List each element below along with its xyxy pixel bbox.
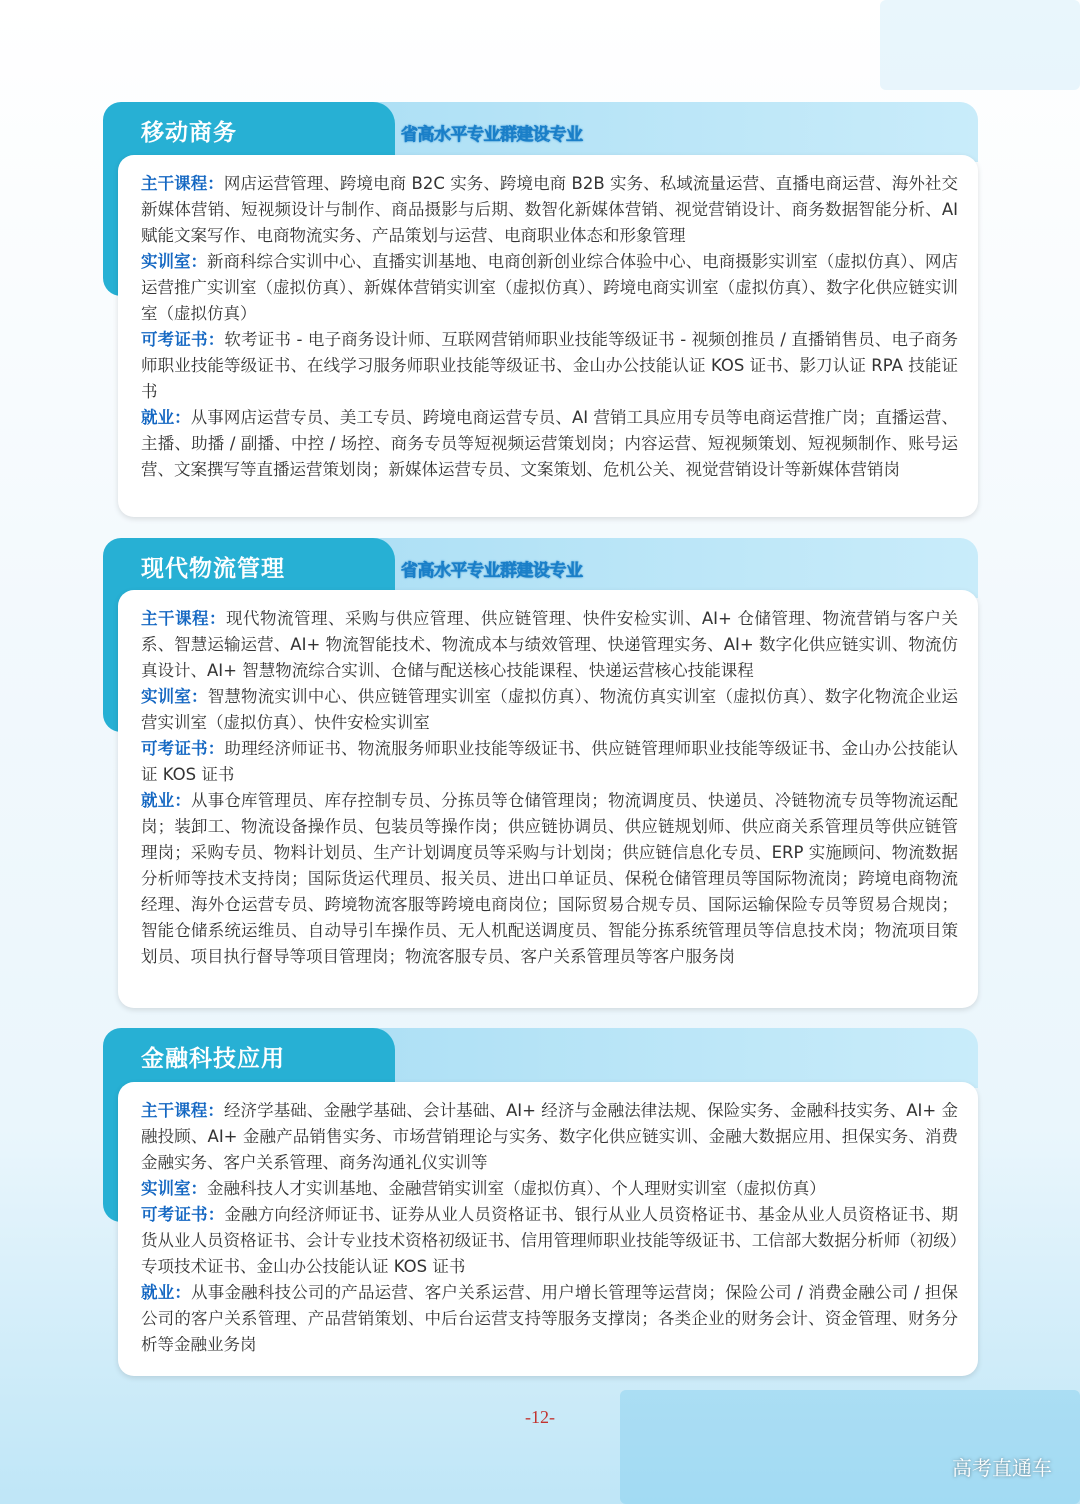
content-box xyxy=(118,155,978,517)
text: 金融方向经济师证书、证券从业人员资格证书、银行从业人员资格证书、基金从业人员资格证书、期货从业人员资格证书、会计专业技术资格初级证书、信用管理师职业技能等级证书、工信部大数据分析师（初级）专项技术证书、金山办公技能认证 KOS 证书 xyxy=(141,1205,959,1276)
employment-paragraph xyxy=(141,788,958,970)
courses-paragraph xyxy=(141,171,958,249)
major-card-fintech xyxy=(103,1028,978,1376)
certificates-paragraph xyxy=(141,736,958,788)
text: 现代物流管理、采购与供应管理、供应链管理、快件安检实训、AI+ 仓储管理、物流营销与客户关系、智慧运输运营、AI+ 物流智能技术、物流成本与绩效管理、快递管理实务、AI+ 数字化供应链实训、物流仿真设计、AI+ 智慧物流综合实训、仓储与配送核心技能课程、快递运营核心技能课程 xyxy=(141,609,958,680)
labs-paragraph xyxy=(141,1176,958,1202)
major-title: 金融科技应用 xyxy=(141,1046,285,1072)
text: 网店运营管理、跨境电商 B2C 实务、跨境电商 B2B 实务、私域流量运营、直播电商运营、海外社交新媒体营销、短视频设计与制作、商品摄影与后期、数智化新媒体营销、视觉营销设计、商务数据智能分析、AI 赋能文案写作、电商物流实务、产品策划与运营、电商职业体态和形象管理 xyxy=(141,174,959,245)
major-badge: 省高水平专业群建设专业 xyxy=(401,125,583,145)
content-box xyxy=(118,1082,978,1376)
certificates-paragraph xyxy=(141,1202,958,1280)
certificates-paragraph xyxy=(141,327,958,405)
text: 助理经济师证书、物流服务师职业技能等级证书、供应链管理师职业技能等级证书、金山办公技能认证 KOS 证书 xyxy=(141,739,959,784)
label: 主干课程： xyxy=(141,174,224,193)
labs-paragraph xyxy=(141,684,958,736)
text: 智慧物流实训中心、供应链管理实训室（虚拟仿真）、物流仿真实训室（虚拟仿真）、数字化物流企业运营实训室（虚拟仿真）、快件安检实训室 xyxy=(141,687,959,732)
label: 主干课程： xyxy=(141,609,226,628)
background-decoration xyxy=(880,0,1080,90)
label: 主干课程： xyxy=(141,1101,224,1120)
employment-paragraph xyxy=(141,1280,958,1358)
major-badge: 省高水平专业群建设专业 xyxy=(401,561,583,581)
label: 实训室： xyxy=(141,1179,207,1198)
label: 就业： xyxy=(141,1283,192,1302)
labs-paragraph xyxy=(141,249,958,327)
watermark: 高考直通车 xyxy=(952,1456,1052,1480)
content-box xyxy=(118,590,978,1008)
employment-paragraph xyxy=(141,405,958,483)
text: 从事网店运营专员、美工专员、跨境电商运营专员、AI 营销工具应用专员等电商运营推广岗；直播运营、主播、助播 / 副播、中控 / 场控、商务专员等短视频运营策划岗；内容运营、短视频策划、短视频制作、账号运营、文案撰写等直播运营策划岗；新媒体运营专员、文案策划、危机公关、视觉营销设计等新媒体营销岗 xyxy=(141,408,959,479)
text: 经济学基础、金融学基础、会计基础、AI+ 经济与金融法律法规、保险实务、金融科技实务、AI+ 金融投顾、AI+ 金融产品销售实务、市场营销理论与实务、数字化供应链实训、金融大数据应用、担保实务、消费金融实务、客户关系管理、商务沟通礼仪实训等 xyxy=(141,1101,959,1172)
text: 金融科技人才实训基地、金融营销实训室（虚拟仿真）、个人理财实训室（虚拟仿真） xyxy=(207,1179,826,1198)
major-title: 移动商务 xyxy=(141,120,237,146)
header-band xyxy=(373,1028,978,1088)
major-card-logistics xyxy=(103,538,978,1008)
major-card-mobile-commerce xyxy=(103,102,978,518)
label: 可考证书： xyxy=(141,739,225,758)
text: 新商科综合实训中心、直播实训基地、电商创新创业综合体验中心、电商摄影实训室（虚拟仿真）、网店运营推广实训室（虚拟仿真）、新媒体营销实训室（虚拟仿真）、跨境电商实训室（虚拟仿真）、数字化供应链实训室（虚拟仿真） xyxy=(141,252,959,323)
courses-paragraph xyxy=(141,606,958,684)
label: 就业： xyxy=(141,791,192,810)
major-title: 现代物流管理 xyxy=(141,556,285,582)
courses-paragraph xyxy=(141,1098,958,1176)
label: 实训室： xyxy=(141,687,208,706)
page-number: -12- xyxy=(525,1407,555,1427)
text: 软考证书 - 电子商务设计师、互联网营销师职业技能等级证书 - 视频创推员 / 直播销售员、电子商务师职业技能等级证书、在线学习服务师职业技能等级证书、金山办公技能认证 KOS 证书、影刀认证 RPA 技能证书 xyxy=(141,330,959,401)
label: 实训室： xyxy=(141,252,208,271)
label: 就业： xyxy=(141,408,191,427)
text: 从事金融科技公司的产品运营、客户关系运营、用户增长管理等运营岗；保险公司 / 消费金融公司 / 担保公司的客户关系管理、产品营销策划、中后台运营支持等服务支撑岗；各类企业的财务会计、资金管理、财务分析等金融业务岗 xyxy=(141,1283,959,1354)
text: 从事仓库管理员、库存控制专员、分拣员等仓储管理岗；物流调度员、快递员、冷链物流专员等物流运配岗；装卸工、物流设备操作员、包装员等操作岗；供应链协调员、供应链规划师、供应商关系管理员等供应链管理岗；采购专员、物料计划员、生产计划调度员等采购与计划岗；供应链信息化专员、ERP 实施顾问、物流数据分析师等技术支持岗；国际货运代理员、报关员、进出口单证员、保税仓储管理员等国际物流岗；跨境电商物流经理、海外仓运营专员、跨境物流客服等跨境电商岗位；国际贸易合规专员、国际运输保险专员等贸易合规岗；智能仓储系统运维员、自动导引车操作员、无人机配送调度员、智能分拣系统管理员等信息技术岗；物流项目策划员、项目执行督导等项目管理岗；物流客服专员、客户关系管理员等客户服务岗 xyxy=(141,791,958,966)
label: 可考证书： xyxy=(141,1205,225,1224)
label: 可考证书： xyxy=(141,330,225,349)
